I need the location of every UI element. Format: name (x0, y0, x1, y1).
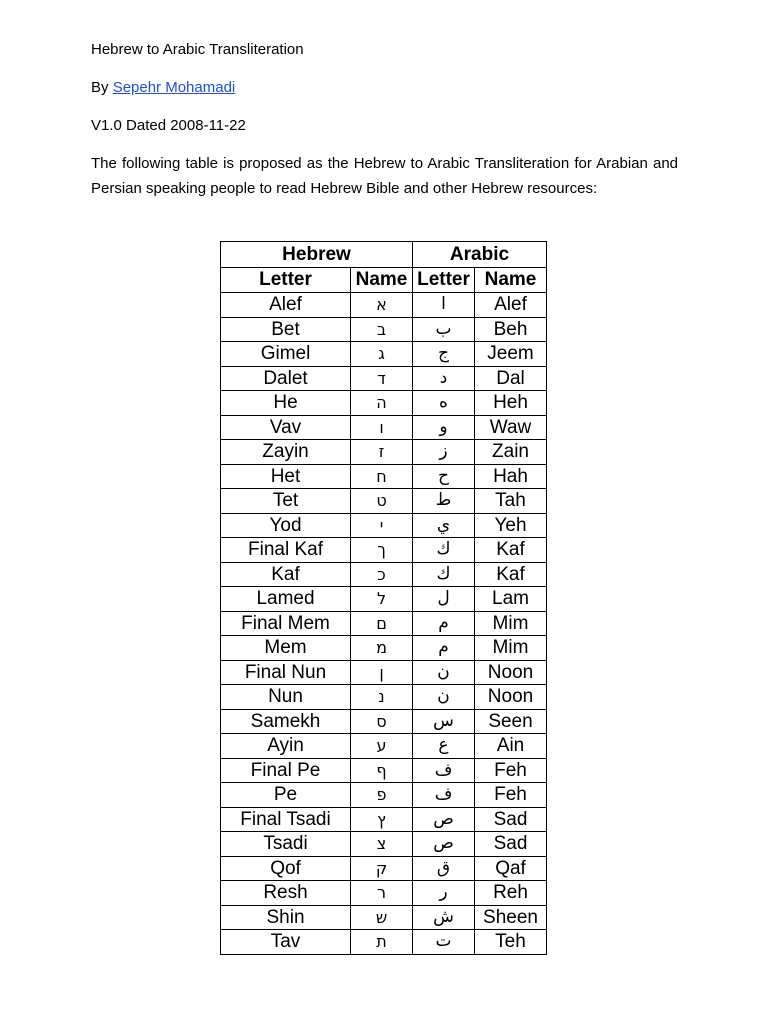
column-header: Name (475, 267, 547, 293)
arabic-letter-glyph: ت (413, 930, 475, 955)
byline-prefix: By (91, 79, 109, 96)
arabic-letter-name: Alef (475, 293, 547, 318)
arabic-letter-glyph: م (413, 611, 475, 636)
hebrew-letter-name: Tsadi (221, 832, 351, 857)
hebrew-letter-glyph: ז (351, 440, 413, 465)
table-row (221, 758, 547, 783)
hebrew-letter-name: He (221, 391, 351, 416)
arabic-letter-glyph: ح (413, 464, 475, 489)
hebrew-letter-glyph: צ (351, 832, 413, 857)
arabic-letter-name: Feh (475, 783, 547, 808)
arabic-letter-name: Ain (475, 734, 547, 759)
arabic-letter-name: Seen (475, 709, 547, 734)
table-row (221, 709, 547, 734)
table-row (221, 905, 547, 930)
arabic-letter-glyph: ب (413, 317, 475, 342)
hebrew-letter-glyph: ת (351, 930, 413, 955)
arabic-letter-name: Mim (475, 636, 547, 661)
hebrew-letter-name: Final Kaf (221, 538, 351, 563)
arabic-letter-glyph: س (413, 709, 475, 734)
hebrew-letter-glyph: ע (351, 734, 413, 759)
hebrew-letter-glyph: פ (351, 783, 413, 808)
byline (91, 75, 678, 100)
arabic-letter-name: Waw (475, 415, 547, 440)
arabic-letter-glyph: و (413, 415, 475, 440)
arabic-letter-name: Dal (475, 366, 547, 391)
arabic-letter-glyph: ك (413, 562, 475, 587)
hebrew-letter-name: Final Pe (221, 758, 351, 783)
arabic-letter-name: Noon (475, 685, 547, 710)
table-row (221, 783, 547, 808)
arabic-letter-name: Feh (475, 758, 547, 783)
hebrew-letter-glyph: ף (351, 758, 413, 783)
column-header: Letter (221, 267, 351, 293)
table-row (221, 587, 547, 612)
hebrew-letter-name: Alef (221, 293, 351, 318)
hebrew-letter-name: Vav (221, 415, 351, 440)
hebrew-letter-name: Qof (221, 856, 351, 881)
hebrew-letter-glyph: ד (351, 366, 413, 391)
hebrew-letter-glyph: ץ (351, 807, 413, 832)
hebrew-letter-name: Ayin (221, 734, 351, 759)
transliteration-table (220, 241, 547, 955)
hebrew-letter-name: Nun (221, 685, 351, 710)
arabic-letter-glyph: ش (413, 905, 475, 930)
arabic-letter-glyph: ق (413, 856, 475, 881)
table-row (221, 856, 547, 881)
hebrew-letter-name: Gimel (221, 342, 351, 367)
hebrew-letter-glyph: א (351, 293, 413, 318)
hebrew-letter-glyph: ל (351, 587, 413, 612)
hebrew-letter-name: Lamed (221, 587, 351, 612)
table-row (221, 636, 547, 661)
table-row (221, 489, 547, 514)
arabic-letter-name: Yeh (475, 513, 547, 538)
arabic-letter-name: Sad (475, 832, 547, 857)
arabic-letter-glyph: ف (413, 783, 475, 808)
arabic-letter-glyph: ص (413, 832, 475, 857)
arabic-letter-glyph: ر (413, 881, 475, 906)
hebrew-letter-name: Final Nun (221, 660, 351, 685)
hebrew-letter-name: Tet (221, 489, 351, 514)
hebrew-letter-name: Dalet (221, 366, 351, 391)
version-line: V1.0 Dated 2008-11-22 (91, 117, 246, 134)
hebrew-letter-name: Shin (221, 905, 351, 930)
table-row (221, 685, 547, 710)
hebrew-letter-glyph: ח (351, 464, 413, 489)
hebrew-letter-name: Final Tsadi (221, 807, 351, 832)
hebrew-letter-glyph: ך (351, 538, 413, 563)
hebrew-letter-name: Het (221, 464, 351, 489)
hebrew-letter-glyph: ב (351, 317, 413, 342)
table-row (221, 366, 547, 391)
hebrew-letter-name: Bet (221, 317, 351, 342)
arabic-letter-name: Sad (475, 807, 547, 832)
table-row (221, 611, 547, 636)
hebrew-letter-name: Pe (221, 783, 351, 808)
table-row (221, 415, 547, 440)
table-row (221, 734, 547, 759)
arabic-letter-name: Hah (475, 464, 547, 489)
arabic-letter-glyph: ج (413, 342, 475, 367)
arabic-letter-glyph: ف (413, 758, 475, 783)
hebrew-letter-name: Zayin (221, 440, 351, 465)
column-header: Name (351, 267, 413, 293)
arabic-letter-glyph: ل (413, 587, 475, 612)
hebrew-letter-name: Mem (221, 636, 351, 661)
table-row (221, 464, 547, 489)
table-row (221, 440, 547, 465)
hebrew-letter-glyph: כ (351, 562, 413, 587)
table-row (221, 342, 547, 367)
table-row (221, 293, 547, 318)
arabic-letter-name: Noon (475, 660, 547, 685)
hebrew-letter-glyph: ה (351, 391, 413, 416)
table-row (221, 660, 547, 685)
hebrew-letter-glyph: ט (351, 489, 413, 514)
table-row (221, 930, 547, 955)
hebrew-letter-name: Final Mem (221, 611, 351, 636)
table-row (221, 832, 547, 857)
group-header-arabic: Arabic (413, 242, 547, 268)
group-header-hebrew: Hebrew (221, 242, 413, 268)
column-header-row (221, 267, 547, 293)
arabic-letter-name: Qaf (475, 856, 547, 881)
table-row (221, 538, 547, 563)
table-row (221, 881, 547, 906)
hebrew-letter-glyph: ן (351, 660, 413, 685)
hebrew-letter-glyph: מ (351, 636, 413, 661)
hebrew-letter-name: Samekh (221, 709, 351, 734)
hebrew-letter-glyph: ם (351, 611, 413, 636)
arabic-letter-name: Lam (475, 587, 547, 612)
arabic-letter-glyph: ه (413, 391, 475, 416)
arabic-letter-glyph: ك (413, 538, 475, 563)
arabic-letter-glyph: ن (413, 660, 475, 685)
table-row (221, 513, 547, 538)
arabic-letter-glyph: ط (413, 489, 475, 514)
arabic-letter-glyph: م (413, 636, 475, 661)
author-link[interactable]: Sepehr Mohamadi (112, 79, 236, 96)
arabic-letter-glyph: ي (413, 513, 475, 538)
arabic-letter-name: Tah (475, 489, 547, 514)
arabic-letter-name: Heh (475, 391, 547, 416)
arabic-letter-name: Teh (475, 930, 547, 955)
hebrew-letter-glyph: ש (351, 905, 413, 930)
arabic-letter-name: Sheen (475, 905, 547, 930)
hebrew-letter-glyph: נ (351, 685, 413, 710)
hebrew-letter-glyph: ו (351, 415, 413, 440)
hebrew-letter-name: Kaf (221, 562, 351, 587)
arabic-letter-name: Mim (475, 611, 547, 636)
arabic-letter-glyph: ن (413, 685, 475, 710)
hebrew-letter-name: Yod (221, 513, 351, 538)
table-row (221, 317, 547, 342)
hebrew-letter-glyph: ג (351, 342, 413, 367)
arabic-letter-glyph: د (413, 366, 475, 391)
arabic-letter-name: Reh (475, 881, 547, 906)
hebrew-letter-glyph: ס (351, 709, 413, 734)
arabic-letter-glyph: ز (413, 440, 475, 465)
intro-paragraph: The following table is proposed as the Hebrew to Arabic Transliteration for Arabian and Persian speaking people to read Hebrew Bible and other Hebrew resources: (91, 155, 678, 197)
table-row (221, 391, 547, 416)
arabic-letter-name: Zain (475, 440, 547, 465)
document-title: Hebrew to Arabic Transliteration (91, 41, 304, 58)
hebrew-letter-glyph: ר (351, 881, 413, 906)
arabic-letter-name: Beh (475, 317, 547, 342)
arabic-letter-glyph: ع (413, 734, 475, 759)
hebrew-letter-name: Tav (221, 930, 351, 955)
column-header: Letter (413, 267, 475, 293)
group-header-row (221, 242, 547, 268)
arabic-letter-name: Kaf (475, 562, 547, 587)
hebrew-letter-glyph: ק (351, 856, 413, 881)
table-row (221, 807, 547, 832)
table-row (221, 562, 547, 587)
arabic-letter-name: Jeem (475, 342, 547, 367)
arabic-letter-glyph: ص (413, 807, 475, 832)
hebrew-letter-glyph: י (351, 513, 413, 538)
arabic-letter-name: Kaf (475, 538, 547, 563)
table-body (221, 293, 547, 955)
hebrew-letter-name: Resh (221, 881, 351, 906)
arabic-letter-glyph: ا (413, 293, 475, 318)
